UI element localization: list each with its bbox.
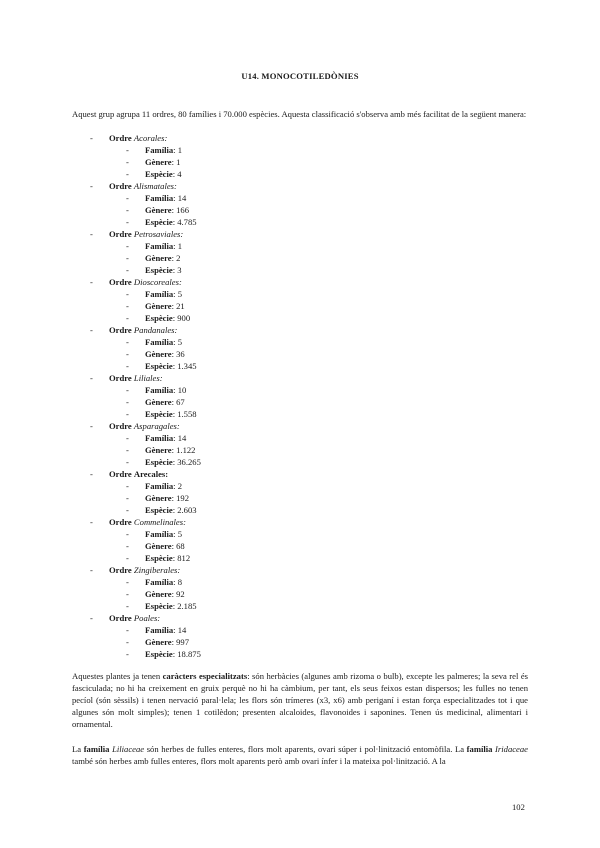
stat-item-especie: - Espècie: 4.785 (126, 217, 197, 227)
stat-label: Família (145, 625, 174, 635)
order-name: Asparagales: (133, 421, 180, 431)
stat-label: Espècie (145, 505, 173, 515)
bullet-dash: - (126, 397, 129, 407)
bullet-dash: - (126, 157, 129, 167)
bullet-dash: - (90, 229, 93, 239)
order-item (90, 132, 510, 144)
order-item (90, 276, 510, 288)
bullet-dash: - (126, 649, 129, 659)
bullet-dash: - (126, 433, 129, 443)
stat-value: 166 (176, 205, 190, 215)
order-item (90, 180, 510, 192)
stat-label: Espècie (145, 169, 173, 179)
order-label: Ordre (109, 421, 132, 431)
stat-item-familia: - Família: 10 (126, 385, 187, 395)
p2-text-2: són herbes de fulles enteres, flors molt aparents, ovari súper i pol·linització entomòfila. La (144, 744, 467, 754)
stat-label: Espècie (145, 409, 173, 419)
stat-item-especie: - Espècie: 1.558 (126, 409, 197, 419)
stat-label: Gènere (145, 445, 172, 455)
bullet-dash: - (126, 241, 129, 251)
stat-label: Gènere (145, 349, 172, 359)
bullet-dash: - (126, 445, 129, 455)
bullet-dash: - (90, 613, 93, 623)
stat-label: Gènere (145, 493, 172, 503)
order-item (90, 612, 510, 624)
stat-item-genere: - Gènere: 92 (126, 589, 185, 599)
p1-lead: Aquestes plantes ja tenen (72, 671, 163, 681)
stat-label: Família (145, 433, 174, 443)
order-item (90, 468, 510, 480)
stat-value: 900 (177, 313, 191, 323)
stat-item-especie: - Espècie: 4 (126, 169, 182, 179)
stat-label: Família (145, 193, 174, 203)
stat-value: 1.558 (177, 409, 197, 419)
order-name: Zingiberales: (133, 565, 181, 575)
stat-label: Gènere (145, 541, 172, 551)
p1-rest: : són herbàcies (algunes amb rizoma o bulb), excepte les palmeres; la seva rel és fasciculada; no hi ha creixement en gruix perquè no hi ha càmbium, per tant, els seus feixos estan dispersos; les fulles no tenen pecíol (són sèssils) i tenen nervació paral·lela; les flors són trímeres (x3, x6) amb periganí i estan força especialitzades tot i que algunes són molt simples); tenen 1 cotilèdon; presenten alcaloides, flavonoides i saponines. Tenen ús medicinal, alimentari i ornamental. (72, 671, 528, 729)
order-label: Ordre (109, 325, 132, 335)
stat-label: Gènere (145, 397, 172, 407)
bullet-dash: - (126, 493, 129, 503)
stat-value: 14 (177, 193, 187, 203)
p1-bold: caràcters especialitzats (162, 671, 248, 681)
order-name: Acorales: (133, 133, 168, 143)
stat-value: 8 (177, 577, 183, 587)
stat-item-especie: - Espècie: 18.875 (126, 649, 201, 659)
order-name: Commelinales: (133, 517, 186, 527)
bullet-dash: - (126, 313, 129, 323)
stat-item-genere: - Gènere: 997 (126, 637, 190, 647)
stat-label: Espècie (145, 601, 173, 611)
order-label: Ordre (109, 469, 132, 479)
order-name: Poales: (133, 613, 161, 623)
p2-italic-2: Iridaceae (492, 744, 528, 754)
order-label: Ordre (109, 181, 132, 191)
stat-label: Família (145, 481, 174, 491)
stat-value: 67 (176, 397, 185, 407)
stat-item-especie: - Espècie: 2.603 (126, 505, 197, 515)
bullet-dash: - (90, 565, 93, 575)
order-label: Ordre (109, 229, 132, 239)
stat-value: 5 (177, 529, 183, 539)
stat-item-familia: - Família: 5 (126, 529, 183, 539)
stat-item-genere: - Gènere: 21 (126, 301, 185, 311)
bullet-dash: - (90, 133, 93, 143)
characteristics-paragraph (72, 670, 528, 730)
order-item (90, 420, 510, 432)
page-title: U14. MONOCOTILEDÒNIES (241, 71, 359, 81)
stat-label: Espècie (145, 553, 173, 563)
order-name: Petrosaviales: (133, 229, 184, 239)
stat-label: Espècie (145, 265, 173, 275)
order-item (90, 228, 510, 240)
order-name: Alismatales: (133, 181, 177, 191)
stat-value: 1 (176, 157, 181, 167)
bullet-dash: - (126, 541, 129, 551)
stat-item-especie: - Espècie: 1.345 (126, 361, 197, 371)
bullet-dash: - (126, 637, 129, 647)
stat-item-familia: - Família: 5 (126, 289, 183, 299)
stat-item-familia: - Família: 14 (126, 625, 187, 635)
bullet-dash: - (90, 517, 93, 527)
bullet-dash: - (90, 421, 93, 431)
stat-value: 14 (177, 433, 187, 443)
bullet-dash: - (126, 349, 129, 359)
p2-italic-1: Liliaceae (109, 744, 145, 754)
bullet-dash: - (90, 469, 93, 479)
stat-label: Gènere (145, 253, 172, 263)
bullet-dash: - (126, 409, 129, 419)
stat-value: 36 (176, 349, 185, 359)
order-item (90, 564, 510, 576)
bullet-dash: - (90, 277, 93, 287)
stat-item-familia: - Família: 8 (126, 577, 183, 587)
stat-value: 4 (177, 169, 182, 179)
order-name: Dioscoreales: (133, 277, 182, 287)
order-label: Ordre (109, 613, 132, 623)
stat-item-familia: - Família: 1 (126, 241, 183, 251)
stat-item-especie: - Espècie: 2.185 (126, 601, 197, 611)
order-label: Ordre (109, 373, 132, 383)
stat-value: 1 (177, 241, 183, 251)
stat-value: 2.185 (177, 601, 197, 611)
bullet-dash: - (126, 289, 129, 299)
order-label: Ordre (109, 517, 132, 527)
bullet-dash: - (126, 253, 129, 263)
stat-value: 2.603 (177, 505, 197, 515)
stat-item-genere: - Gènere: 1 (126, 157, 181, 167)
stat-value: 812 (177, 553, 191, 563)
stat-label: Família (145, 289, 174, 299)
stat-item-genere: - Gènere: 166 (126, 205, 190, 215)
stat-value: 3 (177, 265, 182, 275)
stat-item-genere: - Gènere: 1.122 (126, 445, 196, 455)
bullet-dash: - (90, 325, 93, 335)
p2-bold-2: família (466, 744, 493, 754)
order-name: Arecales: (133, 469, 169, 479)
bullet-dash: - (126, 145, 129, 155)
stat-label: Gènere (145, 589, 172, 599)
bullet-dash: - (126, 205, 129, 215)
bullet-dash: - (126, 553, 129, 563)
bullet-dash: - (126, 457, 129, 467)
orders-list (90, 132, 510, 660)
stat-label: Família (145, 241, 174, 251)
bullet-dash: - (126, 193, 129, 203)
stat-label: Família (145, 337, 174, 347)
stat-item-familia: - Família: 2 (126, 481, 183, 491)
intro-paragraph: Aquest grup agrupa 11 ordres, 80 famílies i 70.000 espècies. Aquesta classificació s'observa amb més facilitat de la següent manera: (72, 109, 527, 119)
stat-label: Família (145, 529, 174, 539)
stat-value: 14 (177, 625, 187, 635)
stat-item-genere: - Gènere: 192 (126, 493, 190, 503)
stat-label: Família (145, 145, 174, 155)
stat-item-genere: - Gènere: 68 (126, 541, 185, 551)
order-label: Ordre (109, 133, 132, 143)
order-item (90, 324, 510, 336)
stat-label: Espècie (145, 361, 173, 371)
stat-item-especie: - Espècie: 3 (126, 265, 182, 275)
stat-value: 192 (176, 493, 190, 503)
stat-item-genere: - Gènere: 2 (126, 253, 181, 263)
stat-value: 1 (177, 145, 183, 155)
bullet-dash: - (126, 361, 129, 371)
page-number: 102 (512, 802, 525, 812)
bullet-dash: - (126, 529, 129, 539)
stat-label: Gènere (145, 637, 172, 647)
stat-value: 36.265 (177, 457, 201, 467)
p2-text-1: La (72, 744, 84, 754)
bullet-dash: - (126, 505, 129, 515)
stat-value: 4.785 (177, 217, 197, 227)
order-name: Pandanales: (133, 325, 178, 335)
stat-value: 10 (177, 385, 187, 395)
stat-value: 5 (177, 337, 183, 347)
stat-label: Gènere (145, 157, 172, 167)
order-item (90, 372, 510, 384)
bullet-dash: - (126, 625, 129, 635)
stat-value: 92 (176, 589, 185, 599)
stat-value: 2 (177, 481, 183, 491)
bullet-dash: - (126, 481, 129, 491)
stat-label: Espècie (145, 457, 173, 467)
bullet-dash: - (126, 385, 129, 395)
stat-value: 997 (176, 637, 190, 647)
stat-item-familia: - Família: 5 (126, 337, 183, 347)
stat-label: Família (145, 385, 174, 395)
bullet-dash: - (126, 577, 129, 587)
stat-item-familia: - Família: 14 (126, 193, 187, 203)
order-label: Ordre (109, 565, 132, 575)
families-paragraph (72, 743, 528, 767)
stat-label: Espècie (145, 217, 173, 227)
stat-value: 1.345 (177, 361, 197, 371)
order-item (90, 516, 510, 528)
stat-item-especie: - Espècie: 36.265 (126, 457, 201, 467)
stat-label: Gènere (145, 205, 172, 215)
stat-value: 68 (176, 541, 185, 551)
p2-bold-1: família (83, 744, 110, 754)
stat-label: Espècie (145, 313, 173, 323)
stat-value: 5 (177, 289, 183, 299)
stat-item-genere: - Gènere: 67 (126, 397, 185, 407)
bullet-dash: - (126, 301, 129, 311)
stat-value: 1.122 (176, 445, 196, 455)
stat-value: 2 (176, 253, 181, 263)
stat-item-genere: - Gènere: 36 (126, 349, 185, 359)
bullet-dash: - (90, 181, 93, 191)
stat-label: Gènere (145, 301, 172, 311)
stat-item-familia: - Família: 1 (126, 145, 183, 155)
bullet-dash: - (90, 373, 93, 383)
bullet-dash: - (126, 601, 129, 611)
bullet-dash: - (126, 217, 129, 227)
order-label: Ordre (109, 277, 132, 287)
stat-value: 18.875 (177, 649, 201, 659)
p2-text-3: també són herbes amb fulles enteres, flors molt aparents però amb ovari ínfer i la mateixa pol·linització. A la (72, 756, 446, 766)
stat-label: Espècie (145, 649, 173, 659)
stat-label: Família (145, 577, 174, 587)
stat-item-familia: - Família: 14 (126, 433, 187, 443)
bullet-dash: - (126, 589, 129, 599)
bullet-dash: - (126, 337, 129, 347)
stat-value: 21 (176, 301, 185, 311)
stat-item-especie: - Espècie: 812 (126, 553, 191, 563)
bullet-dash: - (126, 169, 129, 179)
order-name: Liliales: (133, 373, 163, 383)
stat-item-especie: - Espècie: 900 (126, 313, 191, 323)
bullet-dash: - (126, 265, 129, 275)
